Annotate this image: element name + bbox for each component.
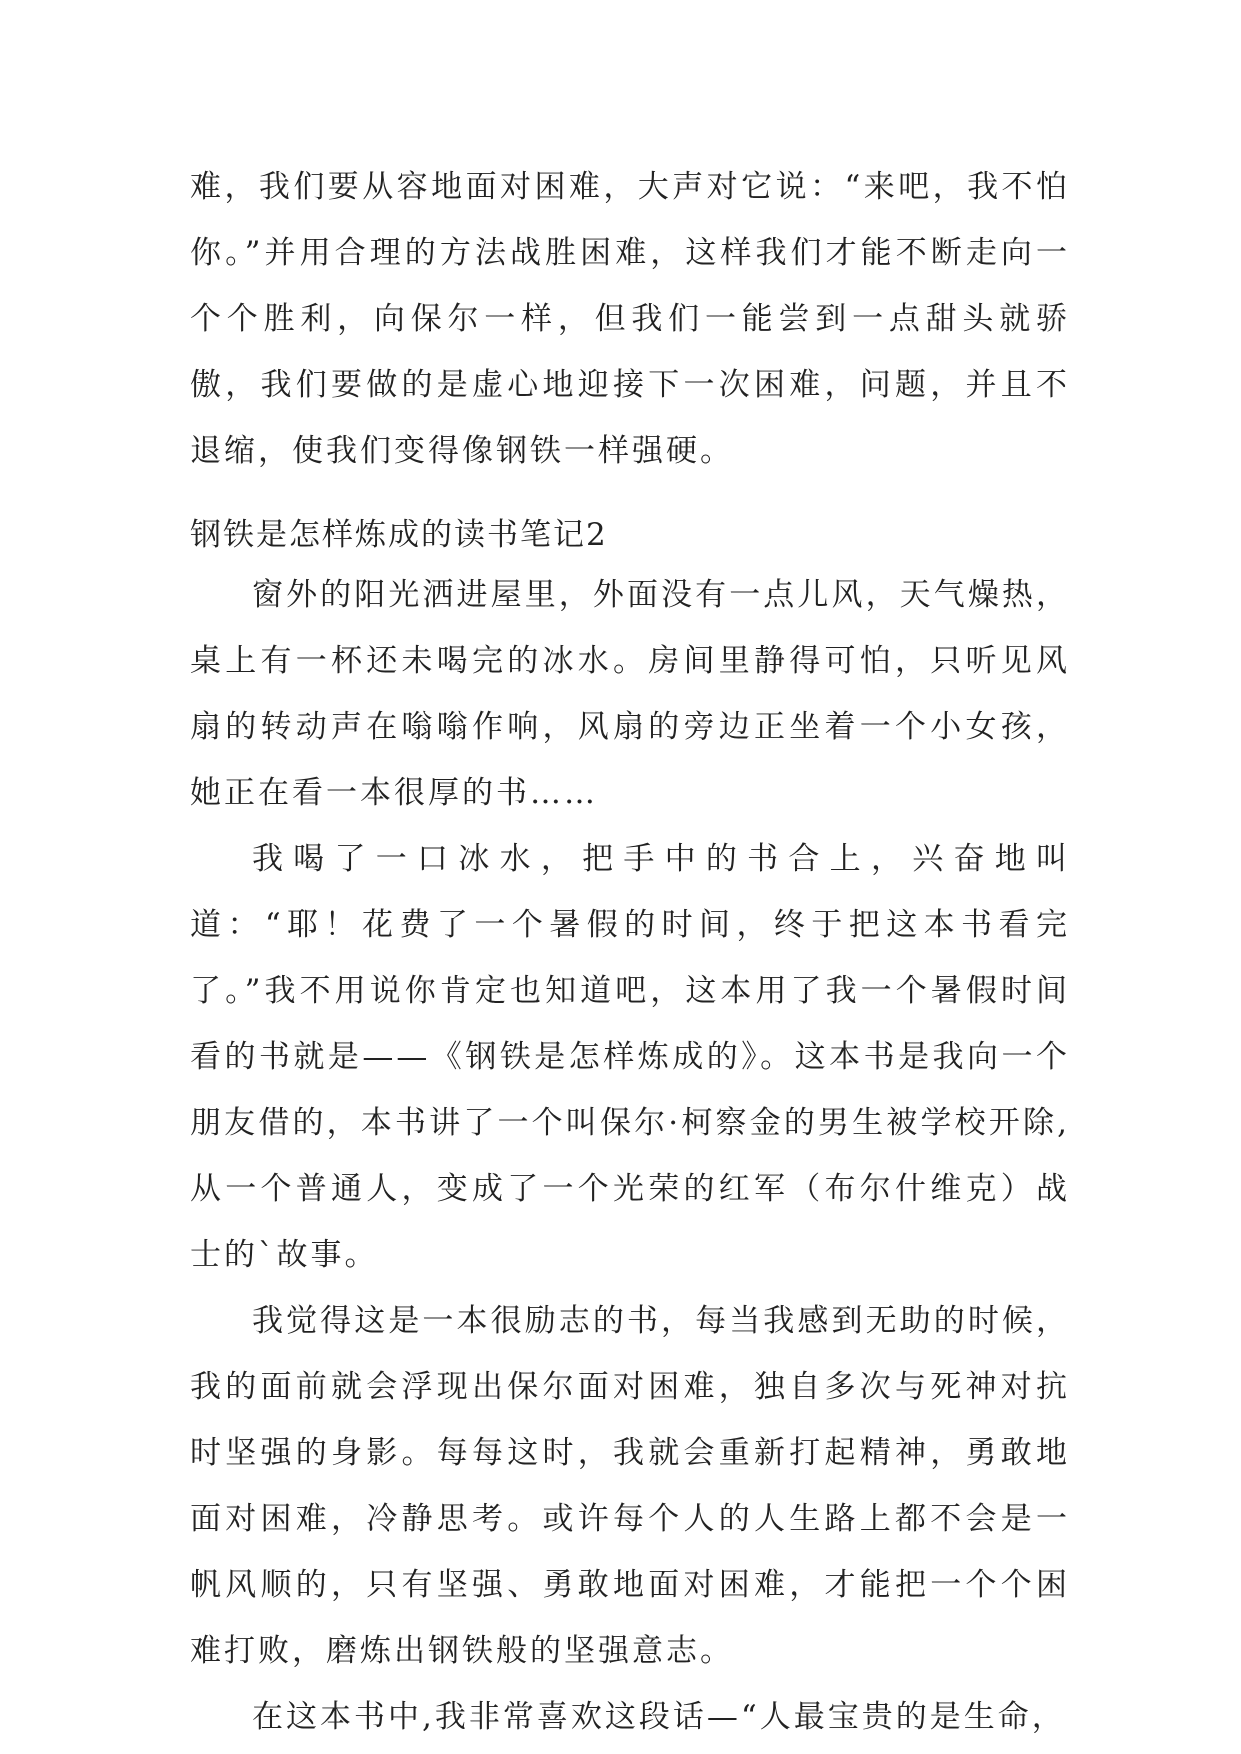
paragraph: 我喝了一口冰水，把手中的书合上，兴奋地叫道：“耶！花费了一个暑假的时间，终于把这本书看完了。”我不用说你肯定也知道吧，这本用了我一个暑假时间看的书就是——《钢铁是怎样炼成的》。这本书是我向一个朋友借的，本书讲了一个叫保尔·柯察金的男生被学校开除,从一个普通人，变成了一个光荣的红军（布尔什维克）战士的`故事。 [190, 841, 1070, 1273]
paragraph: 我觉得这是一本很励志的书，每当我感到无助的时候，我的面前就会浮现出保尔面对困难，独自多次与死神对抗时坚强的身影。每每这时，我就会重新打起精神，勇敢地面对困难，冷静思考。或许每个人的人生路上都不会是一帆风顺的，只有坚强、勇敢地面对困难，才能把一个个困难打败，磨炼出钢铁般的坚强意志。 [190, 1303, 1070, 1669]
paragraph: 在这本书中,我非常喜欢这段话—“人最宝贵的是生命， [252, 1699, 1066, 1735]
paragraph: 窗外的阳光洒进屋里，外面没有一点儿风，天气燥热，桌上有一杯还未喝完的冰水。房间里静得可怕，只听见风扇的转动声在嗡嗡作响，风扇的旁边正坐着一个小女孩，她正在看一本很厚的书…… [190, 577, 1070, 811]
section-title: 钢铁是怎样炼成的读书笔记2 [190, 517, 608, 553]
body-text [190, 562, 1070, 1750]
continuation-paragraph: 难，我们要从容地面对困难，大声对它说：“来吧，我不怕你。”并用合理的方法战胜困难，这样我们才能不断走向一个个胜利，向保尔一样，但我们一能尝到一点甜头就骄傲，我们要做的是虚心地迎接下一次困难，问题，并且不退缩，使我们变得像钢铁一样强硬。 [190, 169, 1070, 469]
